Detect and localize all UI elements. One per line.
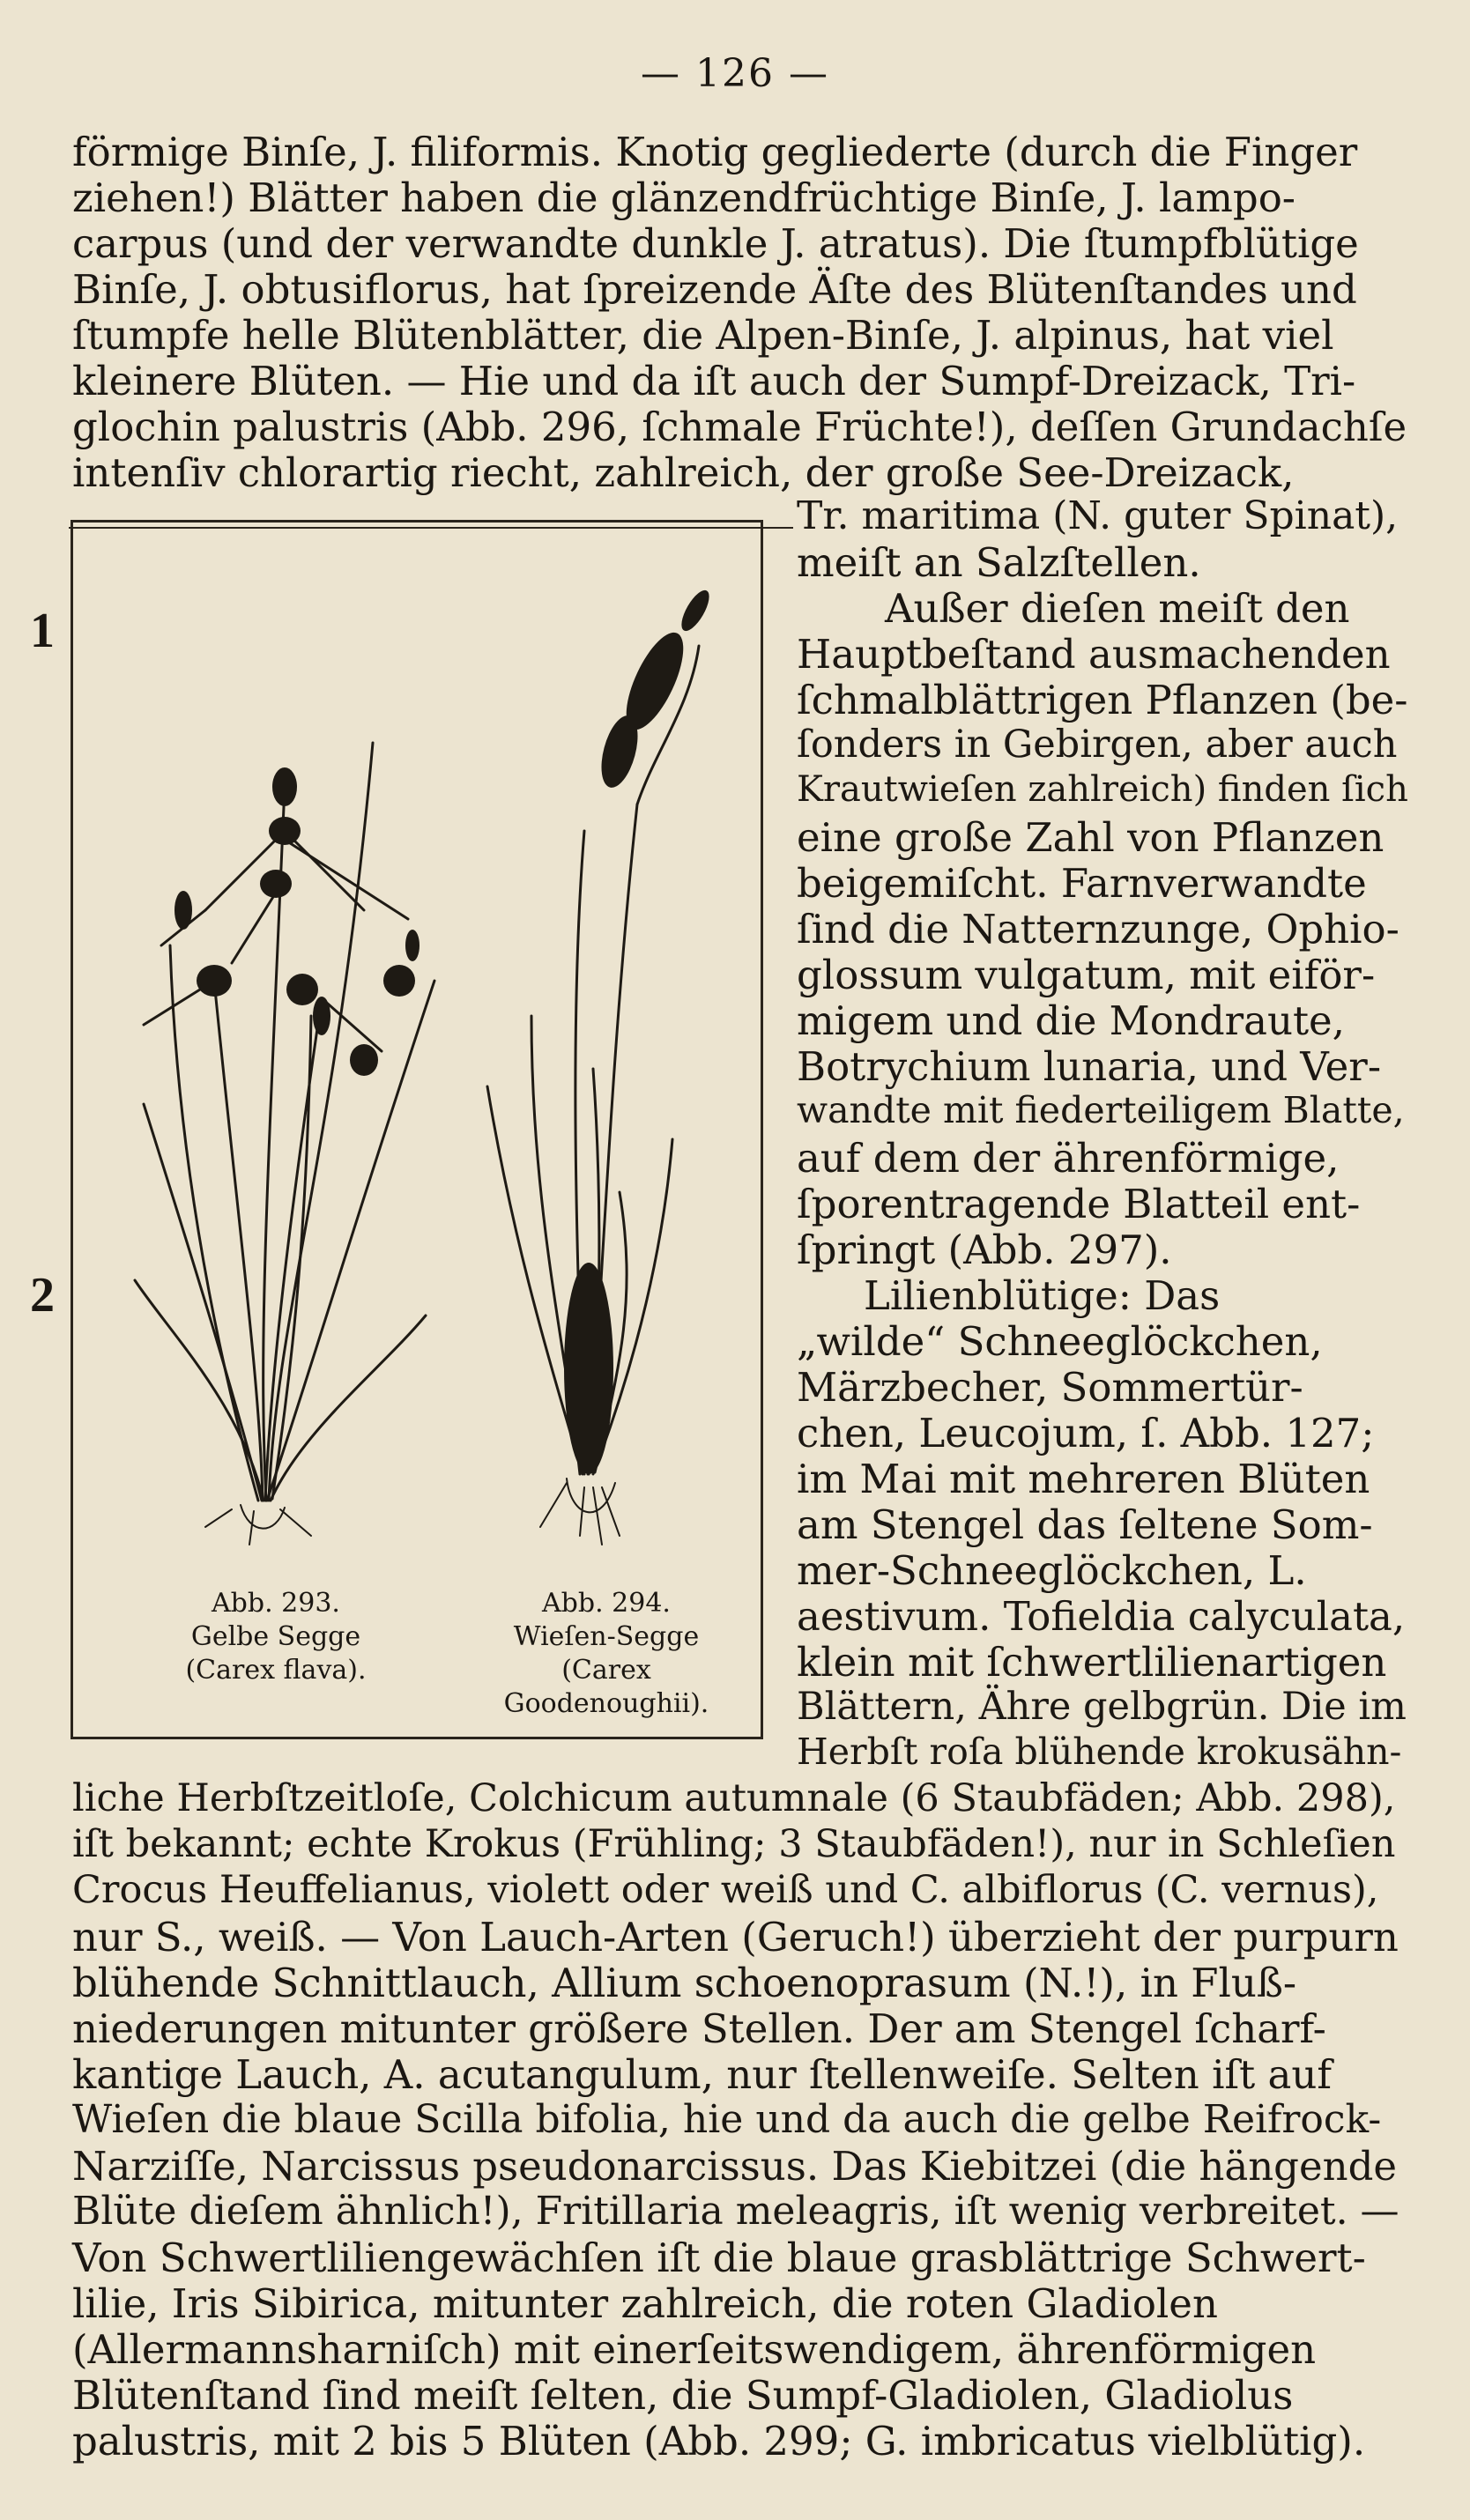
- text-line: carpus (und der verwandte dunkle J. atratus). Die ſtumpfblütige: [72, 220, 1359, 267]
- page-number: — 126 —: [641, 51, 829, 96]
- margin-marker-2: 2: [30, 1268, 55, 1323]
- side-text-line: chen, Leucojum, ſ. Abb. 127;: [797, 1410, 1375, 1456]
- side-text-line: am Stengel das ſeltene Som-: [797, 1501, 1373, 1548]
- side-text-line: Märzbecher, Sommertür-: [797, 1364, 1303, 1411]
- text-line: niederungen mitunter größere Stellen. Der am Stengel ſcharf-: [72, 2005, 1326, 2052]
- side-text-line: wandte mit fiederteiligem Blatte,: [797, 1089, 1405, 1131]
- side-text-line: ſonders in Gebirgen, aber auch: [797, 723, 1398, 767]
- text-line: Wieſen die blaue Scilla bifolia, hie und da auch die gelbe Reifrock-: [72, 2097, 1382, 2142]
- side-text-line: migem und die Mondraute,: [797, 997, 1345, 1044]
- side-text-line: auf dem der ährenförmige,: [797, 1135, 1340, 1182]
- text-line: nur S., weiß. — Von Lauch-Arten (Geruch!) überzieht der purpurn: [72, 1914, 1399, 1960]
- text-line: iſt bekannt; echte Krokus (Frühling; 3 Staubfäden!), nur in Schleſien: [72, 1822, 1396, 1866]
- text-line: glochin palustris (Abb. 296, ſchmale Früchte!), deſſen Grundachſe: [72, 404, 1407, 450]
- side-text-line: ſchmalblättrigen Pflanzen (be-: [797, 677, 1408, 723]
- carex-flava-drawing: [135, 743, 434, 1501]
- text-line: (Allermannsharniſch) mit einerſeitswendigem, ährenförmigen: [72, 2326, 1317, 2373]
- caption-right-number: Abb. 294.: [542, 1588, 671, 1619]
- caption-left: [144, 1587, 408, 1687]
- text-line: Binſe, J. obtusiflorus, hat ſpreizende Äſte des Blütenſtandes und: [72, 266, 1357, 313]
- side-text-line: Außer dieſen meiſt den: [885, 585, 1350, 632]
- side-text-line: Tr. maritima (N. guter Spinat),: [797, 493, 1399, 538]
- text-line: lilie, Iris Sibirica, mitunter zahlreich, die roten Gladiolen: [72, 2280, 1218, 2327]
- text-line: blühende Schnittlauch, Allium schoenoprasum (N.!), in Fluß-: [72, 1960, 1297, 2006]
- side-text-line: Blättern, Ähre gelbgrün. Die im: [797, 1685, 1407, 1729]
- side-text-line: glossum vulgatum, mit eiför-: [797, 952, 1376, 998]
- caption-left-latin: (Carex flava).: [185, 1655, 367, 1686]
- side-text-line: ſporentragende Blatteil ent-: [797, 1181, 1361, 1227]
- text-line: liche Herbſtzeitloſe, Colchicum autumnale (6 Staubfäden; Abb. 298),: [72, 1776, 1396, 1820]
- side-text-line: Krautwieſen zahlreich) finden ſich: [797, 769, 1408, 810]
- text-line: ſtumpfe helle Blütenblätter, die Alpen-Binſe, J. alpinus, hat viel: [72, 312, 1334, 359]
- side-text-line: meiſt an Salzſtellen.: [797, 539, 1201, 586]
- caption-right-latin-2: Goodenoughii).: [503, 1688, 709, 1719]
- text-line: Crocus Heuffelianus, violett oder weiß und C. albiflorus (C. vernus),: [72, 1868, 1379, 1912]
- caption-right-name: Wieſen-Segge: [513, 1621, 700, 1652]
- text-line: kleinere Blüten. — Hie und da iſt auch der Sumpf-Dreizack, Tri-: [72, 358, 1356, 404]
- text-line: intenſiv chlorartig riecht, zahlreich, der große See-Dreizack,: [72, 449, 1295, 496]
- side-text-line: im Mai mit mehreren Blüten: [797, 1456, 1370, 1502]
- text-line: kantige Lauch, A. acutangulum, nur ſtellenweiſe. Selten iſt auf: [72, 2051, 1332, 2098]
- side-text-line: Lilienblütige: Das: [864, 1272, 1221, 1319]
- text-line: Von Schwertliliengewächſen iſt die blaue grasblättrige Schwert-: [72, 2235, 1366, 2281]
- caption-left-name: Gelbe Segge: [190, 1621, 361, 1652]
- side-text-line: ſind die Natternzunge, Ophio-: [797, 906, 1399, 952]
- caption-left-number: Abb. 293.: [212, 1588, 340, 1619]
- text-line: palustris, mit 2 bis 5 Blüten (Abb. 299; G. imbricatus vielblütig).: [72, 2418, 1366, 2464]
- text-line: förmige Binſe, J. filiformis. Knotig gegliederte (durch die Finger: [72, 129, 1358, 175]
- text-line: ziehen!) Blätter haben die glänzendfrüchtige Binſe, J. lampo-: [72, 174, 1296, 221]
- figure-frame: [71, 520, 763, 1739]
- side-text-line: Hauptbeſtand ausmachenden: [797, 631, 1391, 678]
- side-text-line: mer-Schneeglöckchen, L.: [797, 1547, 1307, 1594]
- side-text-line: aestivum. Tofieldia calyculata,: [797, 1593, 1406, 1640]
- margin-marker-1: 1: [30, 604, 55, 658]
- text-line: Blüte dieſem ähnlich!), Fritillaria meleagris, iſt wenig verbreitet. —: [72, 2189, 1399, 2234]
- side-text-line: „wilde“ Schneeglöckchen,: [797, 1318, 1323, 1365]
- side-text-line: eine große Zahl von Pflanzen: [797, 814, 1385, 861]
- side-text-line: Botrychium lunaria, und Ver-: [797, 1043, 1382, 1090]
- text-line: Narziſſe, Narcissus pseudonarcissus. Das Kiebitzei (die hängende: [72, 2143, 1398, 2190]
- side-text-line: ſpringt (Abb. 297).: [797, 1227, 1172, 1273]
- caption-right: [461, 1587, 752, 1721]
- side-text-line: klein mit ſchwertlilienartigen: [797, 1639, 1387, 1686]
- side-text-line: beigemiſcht. Farnverwandte: [797, 860, 1367, 907]
- sedge-illustration: [73, 523, 761, 1597]
- side-text-line: Herbſt roſa blühende krokusähn-: [797, 1731, 1402, 1773]
- text-line: Blütenſtand ſind meiſt ſelten, die Sumpf-Gladiolen, Gladiolus: [72, 2372, 1294, 2419]
- caption-right-latin-1: (Carex: [561, 1655, 651, 1686]
